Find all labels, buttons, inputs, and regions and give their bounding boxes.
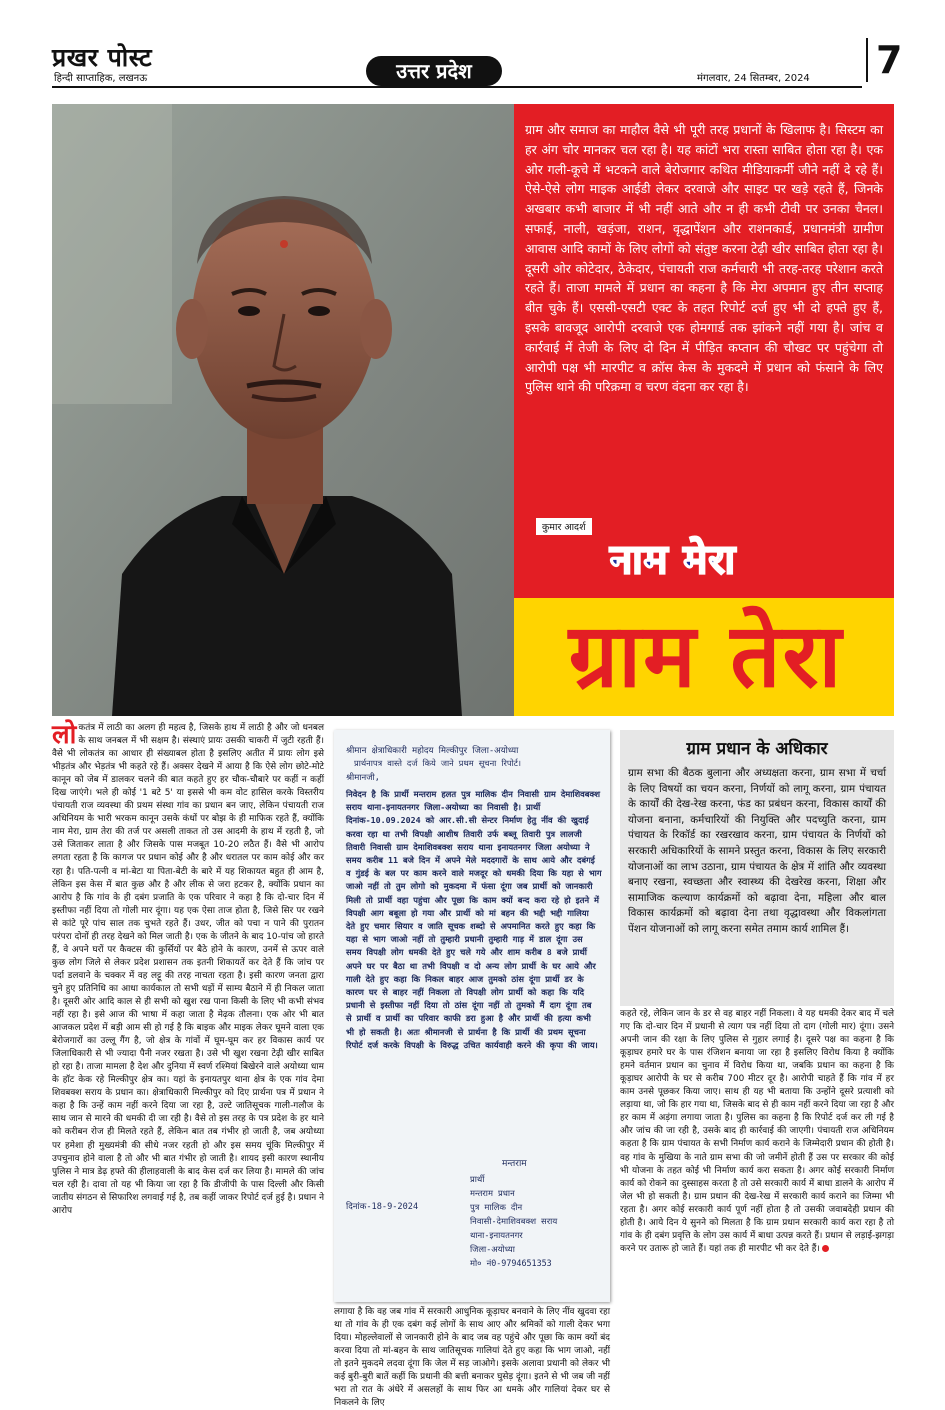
drop-cap: लो: [52, 720, 77, 750]
intro-text: ग्राम और समाज का माहौल वैसे भी पूरी तरह प्रधानों के खिलाफ है। सिस्टम का हर अंग चोर मानकर चल रहा है। यह कांटों भरा रास्ता साबित होता रहा है। एक ओर गली-कूचे में भटकने वाले बेरोजगार कथित मीडियाकर्मी जीने नहीं दे रहे हैं। ऐसे-ऐसे लोग माइक आईडी लेकर दरवाजे और साइट पर खड़े रहते हैं, जिनके अखबार कभी बाजार में भी नहीं आते और न ही कभी टीवी पर उनका चैनल। सफाई, नाली, खड़ंजा, राशन, वृद्धापेंशन और राशनकार्ड, प्रधानमंत्री ग्रामीण आवास आदि कामों के लिए लोगों को संतुष्ट करना टेढ़ी खीर साबित होता रहा है। दूसरी ओर कोटेदार, ठेकेदार, पंचायती राज कर्मचारी भी तरह-तरह परेशान करते रहते हैं। ताजा मामले में प्रधान का कहना है कि मेरा अपमान हुए तीन सप्ताह बीत चुके हैं। एससी-एसटी एक्ट के तहत रिपोर्ट दर्ज हुए भी दो हफ्ते हुए हैं, इसके बावजूद आरोपी दरवाजे एक होमगार्ड तक झांकने नहीं गया है। जांच व कार्रवाई में तेजी के लिए दो दिन में पीड़ित कप्तान की चौखट पर पहुंचेगा तो आरोपी पक्ष भी मारपीट व क्रॉस केस के मुकदमे में प्रधान को फंसाने के लिए पुलिस थाने की परिक्रमा व चरण वंदना कर रहा है।: [525, 122, 883, 395]
article-right-text: कहते रहे, लेकिन जान के डर से वह बाहर नहीं निकला। वे यह धमकी देकर बाद में चले गए कि दो-चार दिन में प्रधानी से त्याग पत्र नहीं दिया तो दाग (गोली मार) दूंगा। उसने अपनी जान की रक्षा के लिए पुलिस से गुहार लगाई है। दूसरे पक्ष का कहना है कि कूड़ाघर हमारे घर के पास रंजिशन बनाया जा रहा है इसलिए विरोध किया है क्योंकि हमने वर्तमान प्रधान का चुनाव में विरोध किया था, जबकि प्रधान का कहना है कि कूड़ाघर आरोपी के घर से करीब 700 मीटर दूर है। आरोपी चाहते हैं कि गांव में हर काम उनसे पूछकर किया जाए। साथ ही यह भी बताया कि उन्होंने दूसरे प्रत्याशी को लड़ाया था, जो कि हार गया था, जिसके बाद से ही काम नहीं करने दिया जा रहा है और हर काम में अड़ंगा लगाया जाता है। पुलिस का कहना है कि रिपोर्ट दर्ज कर ली गई है और जांच की जा रही है, उसके बाद ही कार्रवाई की जाएगी। पंचायती राज अधिनियम कहता है कि ग्राम पंचायत के सभी निर्माण कार्य कराने के जिम्मेदारी प्रधान की होती है। वह गांव के मुखिया के नाते ग्राम सभा की जो जमीनें होती हैं उस पर सरकार की कोई भी योजना के तहत कोई भी निर्माण कार्य करा सकता है। अगर कोई सरकारी निर्माण कार्य को रोकने का दुस्साहस करता है तो उसे सरकारी कार्य में बाधा डालने के आरोप में जेल भी हो सकती है। ग्राम प्रधान की देख-रेख में सरकारी कार्य कराने का जिम्मा भी रहता है। अगर कोई सरकारी कार्य पूर्ण नहीं होता है तो उसकी जवाबदेही प्रधान की होती है। आये दिन ये सुनने को मिलता है कि ग्राम प्रधान सरकारी कार्य करा रहा है तो गांव के ही दबंग प्रवृत्ति के लोग उस कार्य में बाधा उत्पन्न करते हैं। प्रधान से लड़ाई-झगड़ा करने पर उतारू हो जाते हैं। यहां तक ही मारपीट भी कर देते हैं।: [620, 1009, 894, 1254]
masthead: प्रखर पोस्ट: [52, 43, 153, 72]
letter-heading: श्रीमान क्षेत्राधिकारी महोदय मिल्कीपुर जिला-अयोध्या: [346, 746, 519, 756]
portrait-illustration: [52, 104, 514, 716]
headline-big: ग्राम तेरा: [568, 604, 844, 707]
signoff-line: प्रार्थी: [470, 1174, 485, 1184]
signoff-line: पुत्र मालिक दीन: [470, 1202, 523, 1212]
issue-date: मंगलवार, 24 सितम्बर, 2024: [697, 73, 810, 84]
letter-date: दिनांक-18-9-2024: [346, 1202, 419, 1212]
rights-box-title: ग्राम प्रधान के अधिकार: [686, 739, 828, 759]
masthead-subtitle: हिन्दी साप्ताहिक, लखनऊ: [54, 73, 148, 84]
article-middle-text: लगाया है कि वह जब गांव में सरकारी आधुनिक कूड़ाघर बनवाने के लिए नींव खुदवा रहा था तो गांव के ही एक दबंग कई लोगों के साथ आए और श्रमिकों को गाली देकर भगा दिया। मोहल्लेवालों से जानकारी होने के बाद जब वह पहुंचे और पूछा कि काम क्यों बंद करवा दिया तो मां-बहन के साथ जातिसूचक गालियां देते हुए कहा कि भाग जाओ, नहीं तो इतने मुकदमे लदवा दूंगा कि जेल में सड़ जाओगे। इसके अलावा प्रधानी को लेकर भी कई बुरी-बुरी बातें कहीं कि प्रधानी की बत्ती बनाकर घुसेड़ दूंगा। इतने से भी जब जी नहीं भरा तो रात के अंधेरे में असलहों के साथ फिर आ धमके और गालियां देकर घर से निकलने के लिए: [334, 1307, 610, 1409]
portrait-photo: [52, 104, 514, 716]
letter-salutation: श्रीमानजी,: [346, 773, 380, 783]
letter-signature: मन्तराम: [502, 1159, 527, 1169]
signoff-line: निवासी-देमाशिवबक्श सराय: [470, 1216, 558, 1226]
complaint-letter-image: [334, 730, 610, 1302]
article-left-text: कतंत्र में लाठी का अलग ही महत्व है, जिसके हाथ में लाठी है और जो धनबल के साथ जनबल में भी सक्षम है। संस्थाएं प्रायः उसकी चाकरी में जुटी रहती हैं। वैसे भी लोकतंत्र का आधार ही संख्याबल होता है इसलिए अतीत में प्रायः लोग इसे भीड़तंत्र और भेड़तंत्र भी कहते रहे हैं। अक्सर देखने में आया है कि ऐसे लोग छोटे-मोटे कानून को जेब में डालकर चलने की बात कहते हुए हर चौक-चौबारे पर कहीं न कहीं दिख जाएंगे। भले ही कोई '1 बटे 5' या इससे भी कम वोट हासिल करके विस्तरीय पंचायती राज व्यवस्था की प्रथम संस्था गांव का प्रधान बन जाए, लेकिन पंचायती राज अधिनियम के भारी भरकम कानून उसके कंधों पर बोझ के ही माफिक रहते हैं, क्योंकि नाम मेरा, ग्राम तेरा की तर्ज पर असली ताकत तो उस आदमी के हाथ में रहती है, जो उसे जिताकर लाता है और जिसके पास मजबूत 10-20 लठैत हैं। वैसे भी आरोप लगता रहता है कि कागज पर प्रधान कोई और है और धरातल पर काम कोई और कर रहा है। पति-पत्नी व मां-बेटा या पिता-बेटी के बारे में यह शिकायत बहुत ही आम है, लेकिन इस केस में बात कुछ और है और लीक से जरा हटकर है, क्योंकि प्रधान का आरोप है कि गांव के ही दबंग प्रजाति के एक परिवार ने कहा है कि दो-चार दिन में इस्तीफा नहीं दिया तो गोली मार दूंगा। यह एक ऐसा ताज होता है, जिसे सिर पर रखने से कांटे पूरे पांच साल तक चुभते रहते हैं। उधर, जीत को पचा न पाने की पुरातन परंपरा दोनों ही तरह देखने को मिल जाती है। एक के जीतने के बाद 10-पांच जो हारते हैं, वे अपने घरों पर कैक्टस की कुर्सियों पर बैठे होने के कारण, उनमें से ऊपर वाले कुछ लोग जिले से लेकर प्रदेश प्रशासन तक इतनी शिकायतें कर देते हैं कि जांच पर पर्दा डलवाने के चक्कर में वह लट्टू की तरह नाचता रहता है। इसी कारण जनता द्वारा चुने हुए प्रतिनिधि का आधा कार्यकाल तो सभी धड़ों में साम्य बैठाने में ही निकल जाता है। दूसरी ओर आदि काल से ही सभी को खुश रख पाना किसी के लिए भी कभी संभव नहीं रहा है। इसे आज की भाषा में कहा जाता है मेढ़क तौलना। एक ओर भी बात आजकल प्रदेश में बड़ी आम सी हो गई है कि बाइक और माइक लेकर घूमने वाला एक बेरोजगारों का उल्लू गैंग है, जो क्षेत्र के गांवों में घूम-घूम कर हर विकास कार्य पर जिलाधिकारी से भी ज्यादा पैनी नजर रखता है। उसे भी खुश रखना टेढ़ी खीर साबित हो रहा है। ताजा मामला है देश और दुनिया में स्वर्ण रश्मियां बिखेरने वाले अयोध्या धाम के हॉट केक रहे मिल्कीपुर क्षेत्र का। यहां के इनायतपुर थाना क्षेत्र के एक गांव देमा शिवबक्श सराय के प्रधान का। क्षेत्राधिकारी मिल्कीपुर को दिए प्रार्थना पत्र में प्रधान ने कहा है कि उन्हें काम नहीं करने दिया जा रहा है, उल्टे जातिसूचक गाली-गलौज के साथ जान से मारने की धमकी दी जा रही है। वैसे तो इस तरह के पत्र प्रदेश के हर थाने को करीबन रोज ही मिलते रहते हैं, लेकिन बात तब गंभीर हो जाती है, जब अयोध्या पर हमेशा ही मुख्यमंत्री की सीधे नजर रहती हो और इस समय चूंकि मिल्कीपुर में उपचुनाव होने वाला है तो और भी बात गंभीर हो जाती है। शायद इसी कारण स्थानीय पुलिस ने मात्र डेढ़ हफ्ते की हीलाहवाली के बाद केस दर्ज कर लिया है। मामले की जांच चल रही है। दावा तो यह भी किया जा रहा है कि डीजीपी के पास दिल्ली और किसी जातीय संगठन से सिफारिश लगवाई गई है, तब कहीं जाकर रिपोर्ट दर्ज हुई है। प्रधान ने आरोप: [52, 723, 324, 1216]
signoff-line: जिला-अयोध्या: [470, 1244, 515, 1254]
byline: कुमार आदर्श: [536, 518, 592, 535]
rights-box-body: ग्राम सभा की बैठक बुलाना और अध्यक्षता करना, ग्राम सभा में चर्चा के लिए विषयों का चयन करना, निर्णयों को लागू करना, ग्राम पंचायत के कार्यों की देख-रेख करना, फंड का प्रबंधन करना, विकास कार्यों की योजना बनाना, कर्मचारियों की नियुक्ति और पदच्युति करना, ग्राम पंचायत के रिकॉर्ड का रखरखाव करना, ग्राम पंचायत के निर्णयों को सरकारी अधिकारियों के सामने प्रस्तुत करना, विकास के लिए सरकारी योजनाओं का लाभ उठाना, ग्राम पंचायत के क्षेत्र में शांति और व्यवस्था बनाए रखना, स्वच्छता और स्वास्थ्य की देखरेख करना, शिक्षा और सामाजिक कल्याण कार्यक्रमों को बढ़ावा देना, महिला और बाल विकास कार्यक्रमों को बढ़ावा देना तथा वृद्धावस्था और विकलांगता पेंशन योजनाओं को लागू करना समेत तमाम कार्य शामिल हैं।: [628, 767, 886, 935]
article-right-column: [620, 1008, 894, 1256]
signoff-line: मो० नं0-9794651353: [470, 1258, 552, 1268]
header-rule: [52, 86, 862, 88]
signoff-line: थाना-इनायतनगर: [470, 1230, 523, 1240]
headline-small: नाम मेरा: [610, 537, 737, 583]
letter-body: निवेदन है कि प्रार्थी मन्तराम हलत पुत्र मालिक दीन निवासी ग्राम देमाशिवबक्श सराय थाना-इनायतनगर जिला-अयोध्या का निवासी है। प्रार्थी दिनांक-10.09.2024 को आर.सी.सी सेन्टर निर्माण हेतु नींव की खुदाई करवा रहा था तभी विपक्षी आशीष तिवारी उर्फ बब्लू तिवारी पुत्र लालजी तिवारी निवासी ग्राम देमाशिवबक्श सराय थाना इनायतनगर जिला अयोध्या ने समय करीब 11 बजे दिन में अपने मेले मददगारों के साथ आये और दबंगई व गुंडई के बल पर काम करने वाले मजदूर को धमकी दिया कि यहा से भाग जाओ नहीं तो तुम लोगो को मुकदमा में फंसा दूंगा जब प्रार्थी को जानकारी मिली तो प्रार्थी वहा पहुंचा और पूछा कि काम क्यों बन्द करा रहे हो इतने में विपक्षी आग बबूला हो गया और प्रार्थी को मां बहन की भद्दी भद्दी गालिया देते हुए चमार सियार व जाति सूचक शब्दो से अपमानित करते हुए कहा कि यहा से भाग जाओ नहीं तो तुम्हारी प्रधानी तुम्हारी गाड़ में डाल दूंगा उस समय विपक्षी लोग धमकी देते हुए चले गये और शाम करीब 8 बजे प्रार्थी अपने घर पर बैठा था तभी विपक्षी व दो अन्य लोग प्रार्थी के घर आये और गाली देते हुए कहा कि निकल बाहर आज तुमको ठांस दूंगा प्रार्थी डर के कारण घर से बाहर नहीं निकला तो विपक्षी लोग प्रार्थी को कहा कि यदि प्रधानी से इस्तीफा नहीं दिया तो ठांस दूंगा नहीं तो तुमको मैं दाग दूंगा तब से प्रार्थी व प्रार्थी का परिवार काफी डरा हुआ है और प्रार्थी की हत्या कभी भी हो सकती है। अतः श्रीमानजी से प्रार्थना है कि प्रार्थी की प्रथम सूचना रिपोर्ट दर्ज करके विपक्षी के विरुद्ध उचित कार्यवाही करने की कृपा की जाय।: [346, 789, 602, 1050]
end-mark-icon: [822, 1245, 829, 1252]
section-banner: उत्तर प्रदेश: [366, 56, 502, 86]
article-left-column: [52, 722, 324, 1218]
letter-signoff: [470, 1172, 610, 1270]
page-number: 7: [866, 38, 902, 82]
signoff-line: मन्तराम प्रधान: [470, 1188, 515, 1198]
letter-subject: प्रार्थनापत्र वास्ते दर्ज किये जाने प्रथम सूचना रिपोर्ट।: [354, 758, 522, 768]
